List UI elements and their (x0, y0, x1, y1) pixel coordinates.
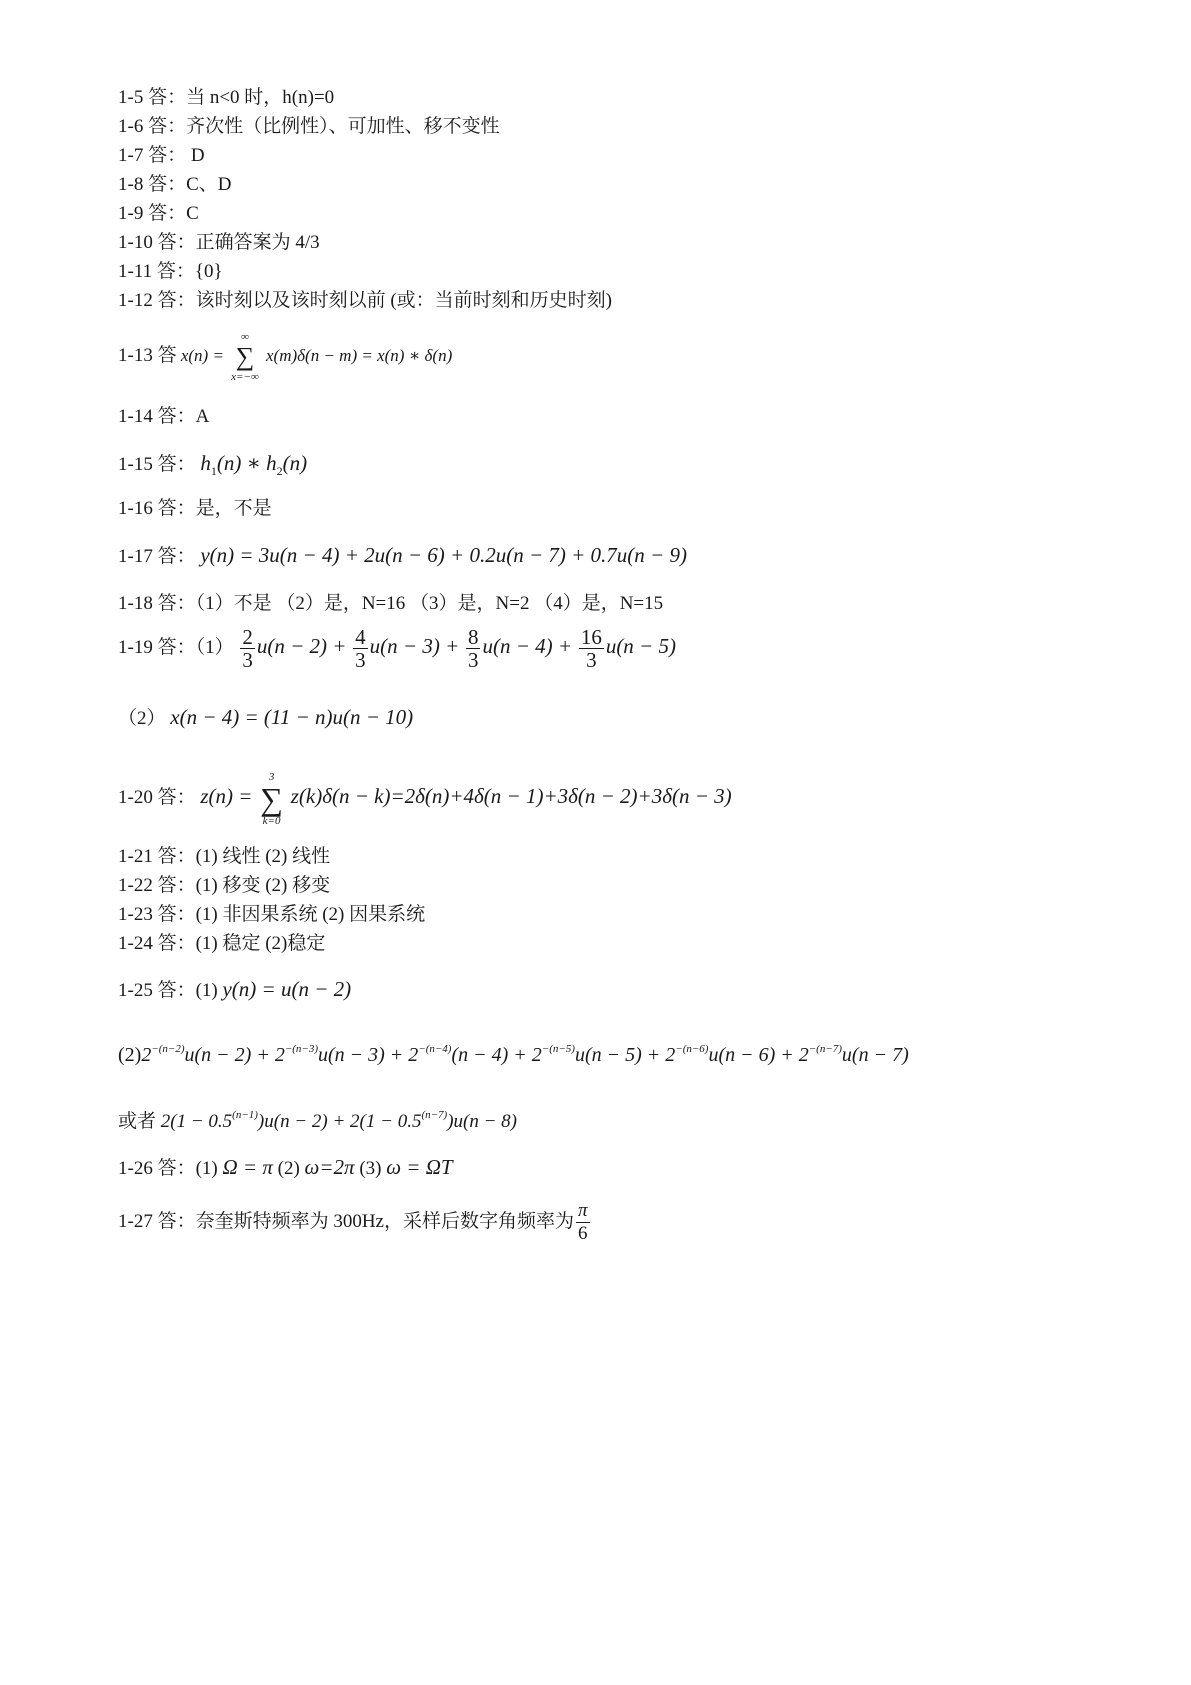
term: u(n − 2) + (256, 634, 347, 658)
answer-1-25-part2 (118, 1043, 909, 1070)
answer-1-19-part2 (118, 705, 413, 731)
equation: $h_1(n)$ ∗ $h_2(n)$ (200, 451, 308, 478)
answer-1-25 (118, 977, 351, 1003)
equation: y(n) = u(n − 2) (222, 977, 352, 1001)
equation: $2^{-(n-2)}u(n - 2) + 2^{-(n-3)}u(n - 3) + 2^{-(n-4)}(n - 4) + 2^{-(n-5)}u(n - 5) + 2^{-(n-6)}u(n - 6) + 2^{-(n-7)}u(n - 7)$ (141, 1043, 909, 1066)
answer-label: 1-19 答：（1） (118, 637, 234, 658)
answer-1-26 (118, 1155, 453, 1181)
answer-label: 1-13 答 (118, 344, 177, 366)
answer-1-14: 1-14 答：A (118, 406, 210, 427)
fraction: $\frac{16}{3}$ (580, 625, 602, 673)
answer-1-18: 1-18 答：（1）不是 （2）是，N=16 （3）是，N=2 （4）是，N=15 (118, 593, 664, 614)
equation-lhs: z(n) = (200, 784, 253, 808)
answer-label: 1-25 答：(1) (118, 980, 218, 1001)
equation: y(n) = 3u(n − 4) + 2u(n − 6) + 0.2u(n − 7) + 0.7u(n − 9) (200, 543, 687, 567)
equation-rhs: x(m)δ(n − m) = x(n) ∗ δ(n) (266, 345, 453, 365)
answer-label: 1-15 答： (118, 454, 196, 475)
answer-1-23: 1-23 答：(1) 非因果系统 (2) 因果系统 (118, 904, 426, 925)
equation-rhs: z(k)δ(n − k)=2δ(n)+4δ(n − 1)+3δ(n − 2)+3δ(n − 3) (290, 784, 732, 808)
alternative-label: 或者 (118, 1111, 157, 1132)
answer-1-17 (118, 543, 687, 569)
answer-1-7: 1-7 答： D (118, 145, 205, 166)
term: u(n − 3) + (369, 634, 460, 658)
term: u(n − 5) (605, 634, 676, 658)
answer-1-22: 1-22 答：(1) 移变 (2) 移变 (118, 875, 331, 896)
answer-1-8: 1-8 答：C、D (118, 174, 232, 195)
answer-label: 1-26 答：(1) (118, 1158, 218, 1179)
equation-part1: Ω = π (222, 1155, 273, 1179)
answer-1-24: 1-24 答：(1) 稳定 (2)稳定 (118, 933, 326, 954)
equation-lhs: x(n) = (180, 345, 224, 365)
answer-label: 1-27 答：奈奎斯特频率为 300Hz，采样后数字角频率为 (118, 1211, 574, 1232)
answer-1-9: 1-9 答：C (118, 203, 199, 224)
fraction: $\frac{\pi}{6}$ (577, 1200, 588, 1245)
equation: $2(1 - 0.5^{(n-1)})u(n - 2) + 2(1 - 0.5^{(n-7)})u(n - 8)$ (160, 1109, 518, 1132)
answer-1-16: 1-16 答：是，不是 (118, 498, 272, 519)
fraction: $\frac{4}{3}$ (355, 625, 366, 673)
term: u(n − 4) + (482, 634, 573, 658)
part-label: (2) (277, 1158, 300, 1179)
fraction: $\frac{8}{3}$ (467, 625, 479, 673)
answer-label: （2） (118, 708, 166, 729)
answer-1-10: 1-10 答：正确答案为 4/3 (118, 232, 320, 253)
answer-1-20 (118, 766, 732, 828)
answer-1-27 (118, 1196, 592, 1248)
answer-label: 1-17 答： (118, 546, 196, 567)
equation-part2: ω=2π (304, 1155, 355, 1179)
answer-1-25-alternative (118, 1110, 517, 1136)
summation-symbol: ∞ ∑ x=−∞ (231, 331, 259, 383)
answer-1-5: 1-5 答：当 n<0 时，h(n)=0 (118, 87, 335, 108)
answer-1-12: 1-12 答：该时刻以及该时刻以前 (或：当前时刻和历史时刻) (118, 290, 612, 311)
answer-label: 1-20 答： (118, 787, 196, 808)
answer-label: (2) (118, 1044, 142, 1066)
answer-1-6: 1-6 答：齐次性（比例性）、可加性、移不变性 (118, 116, 500, 137)
part-label: (3) (359, 1158, 382, 1179)
answer-1-13 (118, 330, 452, 384)
answer-1-21: 1-21 答：(1) 线性 (2) 线性 (118, 846, 331, 867)
answer-1-19 (118, 620, 676, 674)
summation-symbol: 3 ∑ k=0 (260, 770, 283, 827)
answer-1-11: 1-11 答：{0} (118, 261, 223, 282)
fraction: $\frac{2}{3}$ (242, 625, 253, 673)
equation-part3: ω = ΩT (386, 1155, 453, 1179)
equation: x(n − 4) = (11 − n)u(n − 10) (170, 705, 414, 729)
answer-1-15 (118, 451, 307, 478)
